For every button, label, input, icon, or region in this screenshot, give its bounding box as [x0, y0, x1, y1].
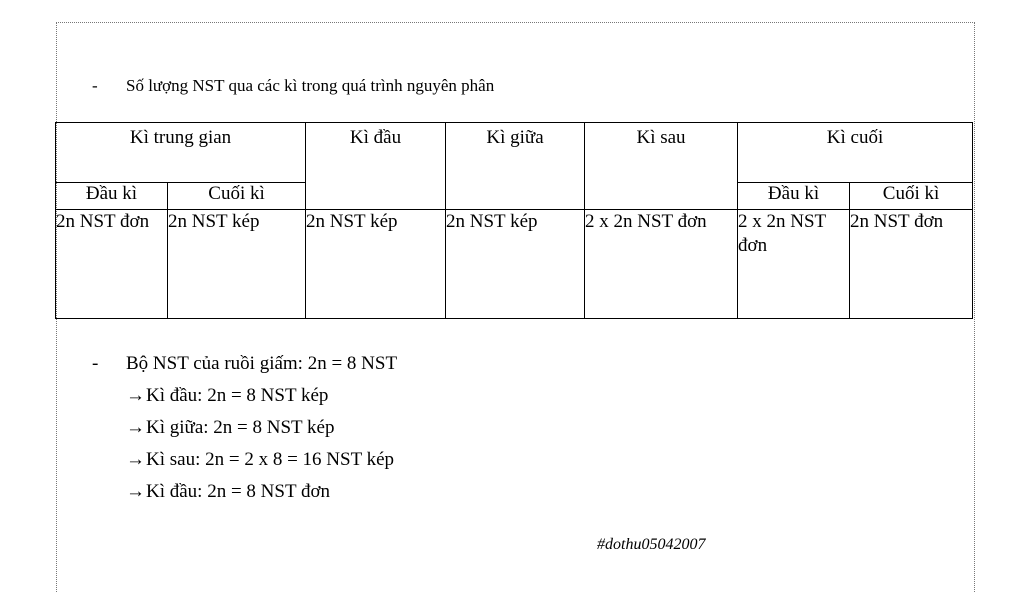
- author-signature: #dothu05042007: [597, 536, 706, 553]
- list-item-text: Kì giữa: 2n = 8 NST kép: [146, 417, 335, 438]
- fruit-fly-section: [92, 348, 397, 508]
- list-item: [92, 444, 397, 476]
- subheader-telophase-start: Đầu kì: [738, 183, 850, 210]
- arrow-icon: →: [126, 481, 145, 502]
- header-telophase: Kì cuối: [738, 123, 973, 183]
- arrow-icon: →: [126, 449, 145, 470]
- header-interphase: Kì trung gian: [56, 123, 306, 183]
- list-item-text: Kì sau: 2n = 2 x 8 = 16 NST kép: [146, 449, 395, 470]
- value-telophase-end: 2n NST đơn: [850, 210, 973, 319]
- arrow-icon: →: [126, 417, 145, 438]
- arrow-icon: →: [126, 385, 145, 406]
- subheader-interphase-end: Cuối kì: [168, 183, 306, 210]
- bullet-dash: -: [92, 76, 98, 95]
- header-anaphase: Kì sau: [585, 123, 738, 210]
- value-anaphase: 2 x 2n NST đơn: [585, 210, 738, 319]
- value-interphase-start: 2n NST đơn: [56, 210, 168, 319]
- fruit-fly-heading: Bộ NST của ruồi giấm: 2n = 8 NST: [126, 353, 398, 374]
- list-item: [92, 380, 397, 412]
- value-metaphase: 2n NST kép: [446, 210, 585, 319]
- bullet-dash: -: [92, 353, 99, 374]
- list-item-text: Kì đầu: 2n = 8 NST kép: [146, 385, 329, 406]
- list-item: [92, 476, 397, 508]
- list-item: [92, 412, 397, 444]
- intro-text: Số lượng NST qua các kì trong quá trình nguyên phân: [126, 76, 495, 95]
- intro-line: [92, 76, 494, 96]
- subheader-interphase-start: Đầu kì: [56, 183, 168, 210]
- mitosis-stage-table: [55, 122, 973, 319]
- list-item-text: Kì đầu: 2n = 8 NST đơn: [146, 481, 331, 502]
- value-prophase: 2n NST kép: [306, 210, 446, 319]
- subheader-telophase-end: Cuối kì: [850, 183, 973, 210]
- value-telophase-start: 2 x 2n NST đơn: [738, 210, 850, 319]
- header-prophase: Kì đầu: [306, 123, 446, 210]
- header-metaphase: Kì giữa: [446, 123, 585, 210]
- value-interphase-end: 2n NST kép: [168, 210, 306, 319]
- fruit-fly-heading-row: [92, 348, 397, 380]
